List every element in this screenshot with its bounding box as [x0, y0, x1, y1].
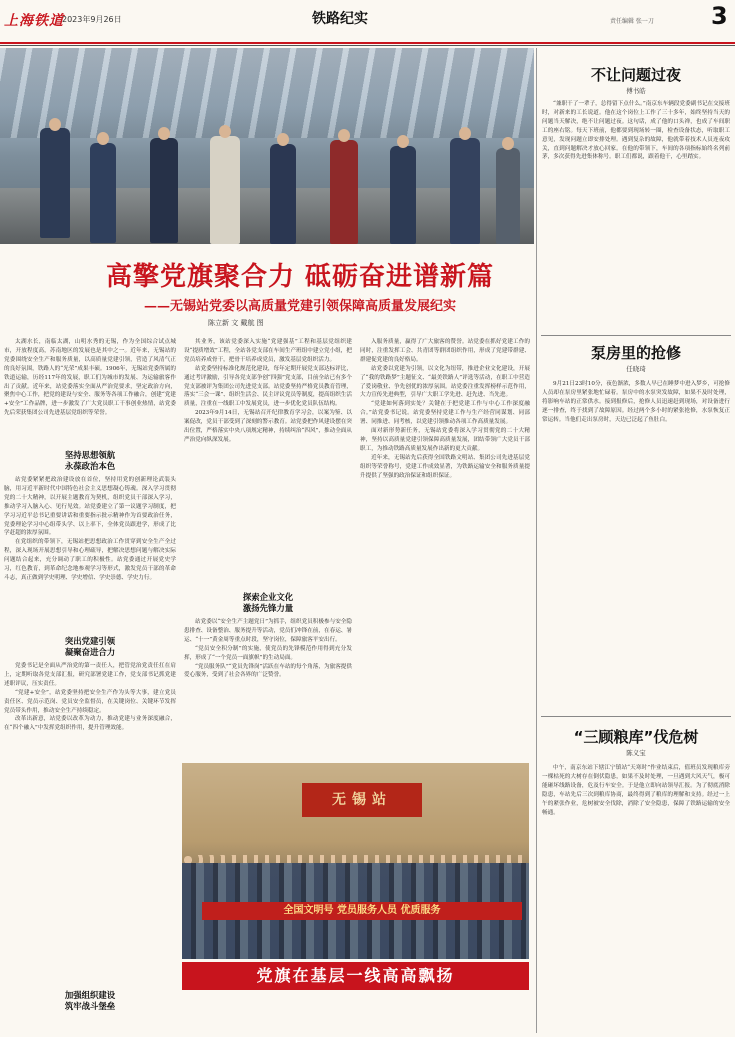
paragraph: “党建+安全”，站党委坚持把安全生产作为头等大事，建立党员责任区、党员示范岗、党员安全监督员，在关键岗位、关键环节发挥党员带头作用，推动安全生产持续稳定。 — [4, 689, 176, 714]
paragraph: 站党委以党建为引领，以文化为纽带，推进企业文化建设，开展了“我的铁路梦”主题征文、“最美铁路人”评选等活动，在职工中营造了爱岗敬业、争先创优的浓厚氛围。站党委注重发挥榜样示范作用，大力宣传先进典型，引导广大职工学先进、赶先进、当先进。 — [360, 365, 530, 399]
paragraph: “党建如何落到实处？关键在于把党建工作与中心工作深度融合。”站党委书记说。站党委坚持党建工作与生产经营同谋划、同部署、同推进、同考核，以党建引领推动各项工作高质量发展。 — [360, 401, 530, 426]
paragraph: 在党组织的带领下，无锡站把思想政治工作贯穿到安全生产全过程，深入现场开展思想引导和心理疏导，把解决思想问题与解决实际问题结合起来，充分调动了职工的积极性。站党委通过开展党史学习，红色教育，到革命纪念地参观学习等形式，激发党员干部的革命斗志，真正做到学史明理、学史增信、学史崇德、学史力行。 — [4, 539, 176, 581]
paragraph: 站党委紧紧把政治建设放在首位，坚持用党的创新理论武装头脑，用习近平新时代中国特色社会主义思想凝心铸魂。深入学习贯彻党的二十大精神，以开展主题教育为契机，组织党员干部深入学习，推动学习入脑入心、见行见效。站党委建立了第一议题学习制度，把学习习近平总书记重要讲话和重要指示批示精神作为首要政治任务，党委理论学习中心组带头学、以上率下，全体党员跟进学，形成了比学赶超的浓厚氛围。 — [4, 477, 176, 537]
paragraph: 改革出新意，站党委以改革为动力，推动党建与业务深度融合，在“四个融入”中发挥党组织作用，提升管理效能。 — [4, 716, 176, 732]
paragraph: 2023年9月14日，无锡站召开纪律教育学习会，以案为鉴、以案促改，党员干部受到了深刻的警示教育。站党委把作风建设摆在突出位置，严格落实中央八项规定精神，持续纠治“四风”，推动全面从严治党向纵深发展。 — [184, 410, 352, 443]
paragraph: 中午，南京东站下辖江宁镇站“天寒时”作业结束后，值班员发现粮库旁一棵枯死的大树存在倒伏隐患，如果不及时处理，一旦遇到大风天气，极可能砸坏线路设备，危及行车安全。于是他立即向站领导汇报。为了彻底消除隐患，车站先后三次到粮库协商，最终得到了粮库的理解和支持。经过一上午的紧张作业，危树被安全伐除，消除了安全隐患，保障了铁路运输的安全畅通。 — [542, 765, 730, 816]
paragraph: “兼职干了一辈子，总得留下点什么。”南京东车辆段党委副书记在交接班时，对新来的工长说道。他在这个岗位上工作了三十多年，始终坚持当天的问题当天解决，绝不让问题过夜。这句话，成了他的口头禅，也成了车间职工的座右铭。每天下班前，他都要到现场转一圈，检查设备状态，听取职工意见，发现问题立即安排处理。遇到复杂的故障，他就带着技术人员连夜攻关，直到问题解决才放心回家。在他的带领下，车间的各项指标始终名列前茅，多次获得先进集体称号。职工们都说，跟着他干，心里踏实。 — [542, 101, 730, 161]
article-body — [542, 380, 730, 710]
lead-subheadline: ——无锡站党委以高质量党建引领保障高质量发展纪实 — [143, 299, 456, 314]
section-subtitle: 突出党建引领 凝聚奋进合力 — [64, 636, 116, 657]
lead-column-2b — [184, 618, 352, 760]
paragraph: 入服务质量，赢得了广大旅客的赞誉。站党委在抓好党建工作的同时，注重发挥工会、共青团等群团组织作用，形成了党建带群建、群建促党建的良好格局。 — [360, 339, 530, 363]
article-author: 任晓琦 — [626, 365, 646, 373]
section-title: 铁路纪实 — [312, 11, 368, 27]
article-author: 陈义宝 — [626, 749, 646, 757]
photo-banner: 全国文明号 党员服务人员 优质服务 — [202, 902, 522, 920]
section-subtitle: 坚持思想领航 永葆政治本色 — [64, 450, 116, 471]
paragraph: 面对新形势新任务，无锡站党委将深入学习贯彻党的二十大精神，坚持以高质量党建引领保障高质量发展，团结带领广大党员干部职工，为推动铁路高质量发展作出新的更大贡献。 — [360, 428, 530, 452]
bottom-banner: 党旗在基层一线高高飘扬 — [182, 962, 529, 990]
article-title: 不让问题过夜 — [590, 66, 681, 84]
article-body — [542, 100, 730, 332]
station-sign: 无锡站 — [302, 783, 422, 817]
masthead-rule — [0, 42, 735, 44]
newspaper-logo: 上海铁道 — [4, 13, 64, 29]
column-divider — [536, 48, 537, 1033]
article-title: “三顾粮库”伐危树 — [573, 728, 699, 746]
paragraph: 太湖水长，南临太湖，山明水秀的无锡，作为全国综合试点城市，开放程度高，苏南地区的发展也是其中之一。近年来，无锡站的党委围绕安全生产和服务质量，以高质量党建引领，营造了风清气正的良好氛围，铁路人的“光荣”成果丰硕。1906年，无锡站党委所属的铁道运输，历经117年的发展，职工们为城市的发展、为运输旅客作出了贡献。近年来，站党委落实全面从严治党要求，坚定政治方向，聚焦中心工作，把党的建设与安全、服务等各项工作融合，创建“党建+安全”工作品牌，进一步激发了广大党员职工干事创业热情，站党委先后荣获集团公司先进基层党组织等荣誉。 — [4, 339, 176, 417]
paragraph: 其业务，该站党委深入实施“党建强基”工程和基层党组织建设“提质增效”工程，全站各党支部在车间生产班组中建立党小组，把党员培养成骨干，把骨干培养成党员，激发基层党组织活力。 — [184, 339, 352, 363]
lead-photo — [0, 48, 534, 244]
masthead-rule-thin — [0, 45, 735, 46]
lead-column-3 — [360, 338, 530, 760]
page-number: 3 — [711, 2, 728, 30]
editor-line: 责任编辑 张一刀 — [610, 18, 654, 25]
paragraph: 党委书记是全面从严治党的第一责任人，把管党治党责任扛在肩上，定期听取各党支部汇报，研究部署党建工作，党支部书记抓党建述职评议，压实责任。 — [4, 663, 176, 687]
paragraph: 9月21日23时10分，夜色渐浓，多数人早已在睡梦中进入梦乡，可抢修人员却在泵房里紧张地忙碌着。泵房中的水泵突发故障，如果不及时处理，将影响车站的正常供水。接到报修后，抢修人员迅速赶到现场，对设备进行逐一排查，终于找到了故障原因。经过两个多小时的紧张抢修，水泵恢复正常运转。当他们走出泵房时，天边已泛起了鱼肚白。 — [542, 381, 730, 423]
lead-column-1b — [4, 476, 176, 634]
lead-byline: 陈立新 文 戴航 图 — [208, 319, 264, 327]
paragraph: 近年来，无锡站先后获得全国铁路文明站、集团公司先进基层党组织等荣誉称号，党建工作成效显著，为铁路运输安全和服务质量提升提供了坚强的政治保证和组织保证。 — [360, 454, 530, 479]
lead-column-2 — [184, 338, 352, 560]
article-author: 傅书皓 — [626, 87, 646, 95]
section-subtitle: 加强组织建设 筑牢战斗堡垒 — [64, 990, 116, 1011]
lead-column-1 — [4, 338, 176, 446]
paragraph: “党员安全积分制”的实施，使党员的先锋模范作用得到充分发挥，形成了“一个党员一面旗帜”的生动局面。 — [184, 645, 352, 661]
publication-date: 2023年9月26日 — [62, 15, 122, 24]
lead-column-1c — [4, 662, 176, 986]
lead-headline: 高擎党旗聚合力 砥砺奋进谱新篇 — [105, 262, 495, 292]
group-photo — [182, 763, 529, 959]
article-divider — [541, 716, 731, 717]
paragraph: “党员服务队”“党员先锋岗”活跃在车站的每个角落，为旅客提供爱心服务，受到了社会各界的广泛赞誉。 — [184, 663, 352, 679]
article-title: 泵房里的抢修 — [590, 344, 681, 362]
article-body — [542, 764, 730, 1032]
paragraph: 站党委以“安全生产主题党日”为抓手，组织党员积极参与安全隐患排查、设备整治、服务提升等活动，党员们冲锋在前，在春运、暑运、“十一”黄金周等重点时段，坚守岗位，保障旅客平安出行。 — [184, 619, 352, 643]
paragraph: 站党委坚持标准化规范化建设，每年定期开展党支部达标评比，通过考评激励，引导各党支部争创“四强”党支部，目前全站已有多个党支部被评为集团公司先进党支部。站党委坚持严格党员教育管理，落实“三会一课”、组织生活会、民主评议党员等制度，提高组织生活质量，注重在一线职工中发展党员，进一步优化党员队伍结构。 — [184, 365, 352, 408]
masthead — [0, 0, 735, 44]
article-divider — [541, 335, 731, 336]
section-subtitle: 探索企业文化 激扬先锋力量 — [242, 592, 294, 613]
